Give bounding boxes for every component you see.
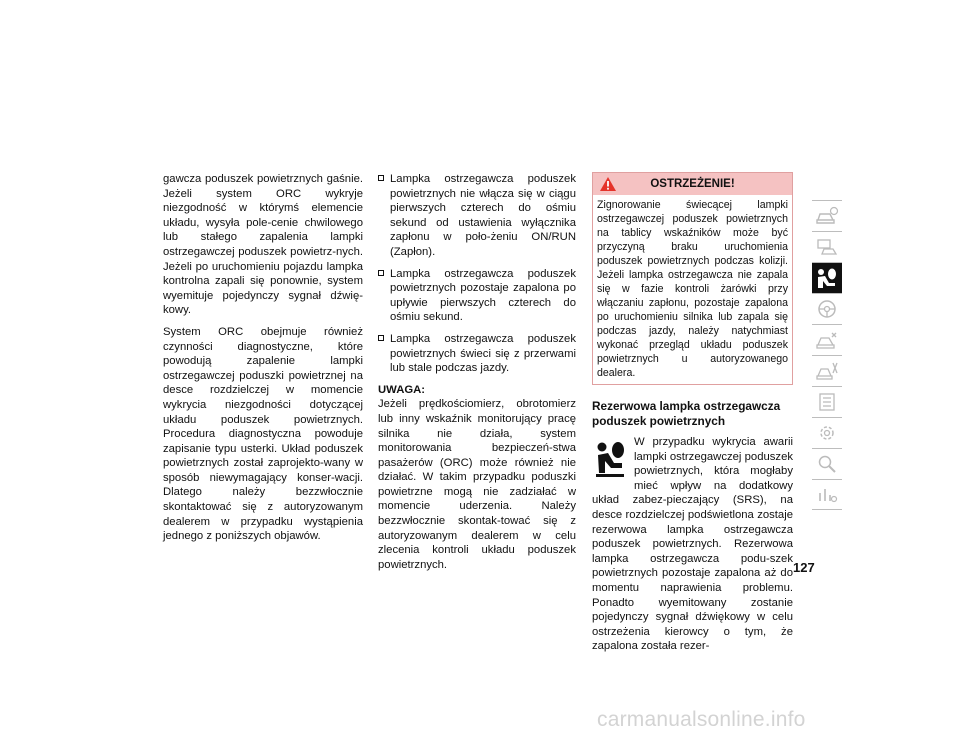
section-body: W przypadku wykrycia awarii lampki ostrzegawczej poduszek powietrznych, która mogłaby mieć wpływ na dodatkowy układ zabez-pieczający (SRS), na desce rozdzielczej podświetlona zostaje rezerwowa lampka ostrzegawcza poduszek powietrznych. Rezerwowa lampka ostrzegawcza podu-szek powietrznych pozostaje zapalona aż do momentu naprawienia problemu. Ponadto wyemitowany zostanie pojedynczy sygnał dźwiękowy w celu ostrzeżenia kierowcy o tym, że zapalona została rezer- [592,436,793,653]
tab-checklist[interactable] [812,386,842,417]
airbag-warning-icon [594,439,628,479]
text-column-right [592,172,793,661]
car-info-icon [815,206,839,226]
note-text: Jeżeli prędkościomierz, obrotomierz lub inny wskaźnik monitorujący pracę silnika nie działa, system monitorowania bezpieczeń-stwa pasażerów (ORC) może również nie działać. W takim przypadku poduszki powietrzne mogą nie zadziałać w momencie uderzenia. Należy bezzwłocznie skontak-tować się z autoryzowanym dealerem w celu zlecenia kontroli układu poduszek powietrznych. [378,398,576,571]
car-tools-icon [815,361,839,381]
paragraph: gawcza poduszek powietrznych gaśnie. Jeżeli system ORC wykryje niezgodność w którymś elemencie układu, wysyła pole-cenie chwilowego lub stałego zapalenia lampki ostrzegawczej poduszek powietrz-nych. Jeżeli po uruchomieniu pojazdu lampka kontrolna zapali się ponownie, system wyemituje pojedynczy sygnał dźwię-kowy. [163,173,363,317]
text-column-middle [378,172,576,579]
tab-car-info[interactable] [812,200,842,231]
page-number: 127 [793,560,815,575]
magnifier-icon [816,453,838,475]
tab-car-crash[interactable] [812,324,842,355]
tab-gear-wheel[interactable] [812,417,842,448]
square-bullet-icon [378,270,384,276]
warning-title: OSTRZEŻENIE! [650,178,735,190]
list-item: Lampka ostrzegawcza poduszek powietrznych pozostaje zapalona po upływie pierwszych czterech do ośmiu sekund. [378,267,576,325]
warning-box [592,172,793,385]
gear-wheel-icon [816,422,838,444]
chapter-tabs [812,200,842,510]
watermark: carmanualsonline.info [597,708,806,731]
warning-header [593,173,792,195]
tab-audio-settings[interactable] [812,479,842,510]
tab-airbag-seat[interactable] [812,262,842,293]
square-bullet-icon [378,335,384,341]
warning-triangle-icon [599,176,617,192]
car-crash-icon [815,330,839,350]
tab-car-tools[interactable] [812,355,842,386]
list-item: Lampka ostrzegawcza poduszek powietrznych świeci się z przerwami lub stale podczas jazdy. [378,332,576,376]
note-title: UWAGA: [378,383,426,396]
list-item: Lampka ostrzegawcza poduszek powietrznych nie włącza się w ciągu pierwszych czterech do ośmiu sekund od ustawienia wyłącznika zapłonu w poło-żeniu ON/RUN (Zapłon). [378,172,576,260]
checklist-icon [816,391,838,413]
steering-wheel-icon [816,298,838,320]
square-bullet-icon [378,175,384,181]
tab-car-message[interactable] [812,231,842,262]
tab-magnifier[interactable] [812,448,842,479]
audio-settings-icon [816,484,838,506]
section-heading: Rezerwowa lampka ostrzegawcza poduszek powietrznych [592,399,781,428]
car-message-icon [815,237,839,257]
airbag-seat-icon [815,266,839,290]
warning-text: Zignorowanie świecącej lampki ostrzegawczej poduszek powietrznych na tablicy wskaźników może być przyczyną braku uruchomienia poduszek powietrznych podczas kolizji. Jeżeli lampka ostrzegawcza nie zapala się w fazie kontroli żarówki przy włączaniu zapłonu, pozostaje zapalona po uruchomieniu silnika lub zapala się podczas jazdy, należy natychmiast wykonać przegląd układu poduszek powietrznych u autoryzowanego dealera. [597,199,788,379]
text-column-left [163,172,363,551]
paragraph: System ORC obejmuje również czynności diagnostyczne, które powodują zapalenie lampki ostrzegawczej poduszki powietrznej na desce rozdzielczej w momencie wykrycia niezgodności dotyczącej układu poduszek powietrznych. Procedura diagnostyczna powoduje zapisanie typu usterki. Układ poduszek powietrznych został zaprojekto-wany w sposób niewymagający konser-wacji. Dlatego należy bezzwłocznie skontaktować się z autoryzowanym dealerem w przypadku wystąpienia jednego z poniższych objawów. [163,325,363,543]
tab-steering-wheel[interactable] [812,293,842,324]
